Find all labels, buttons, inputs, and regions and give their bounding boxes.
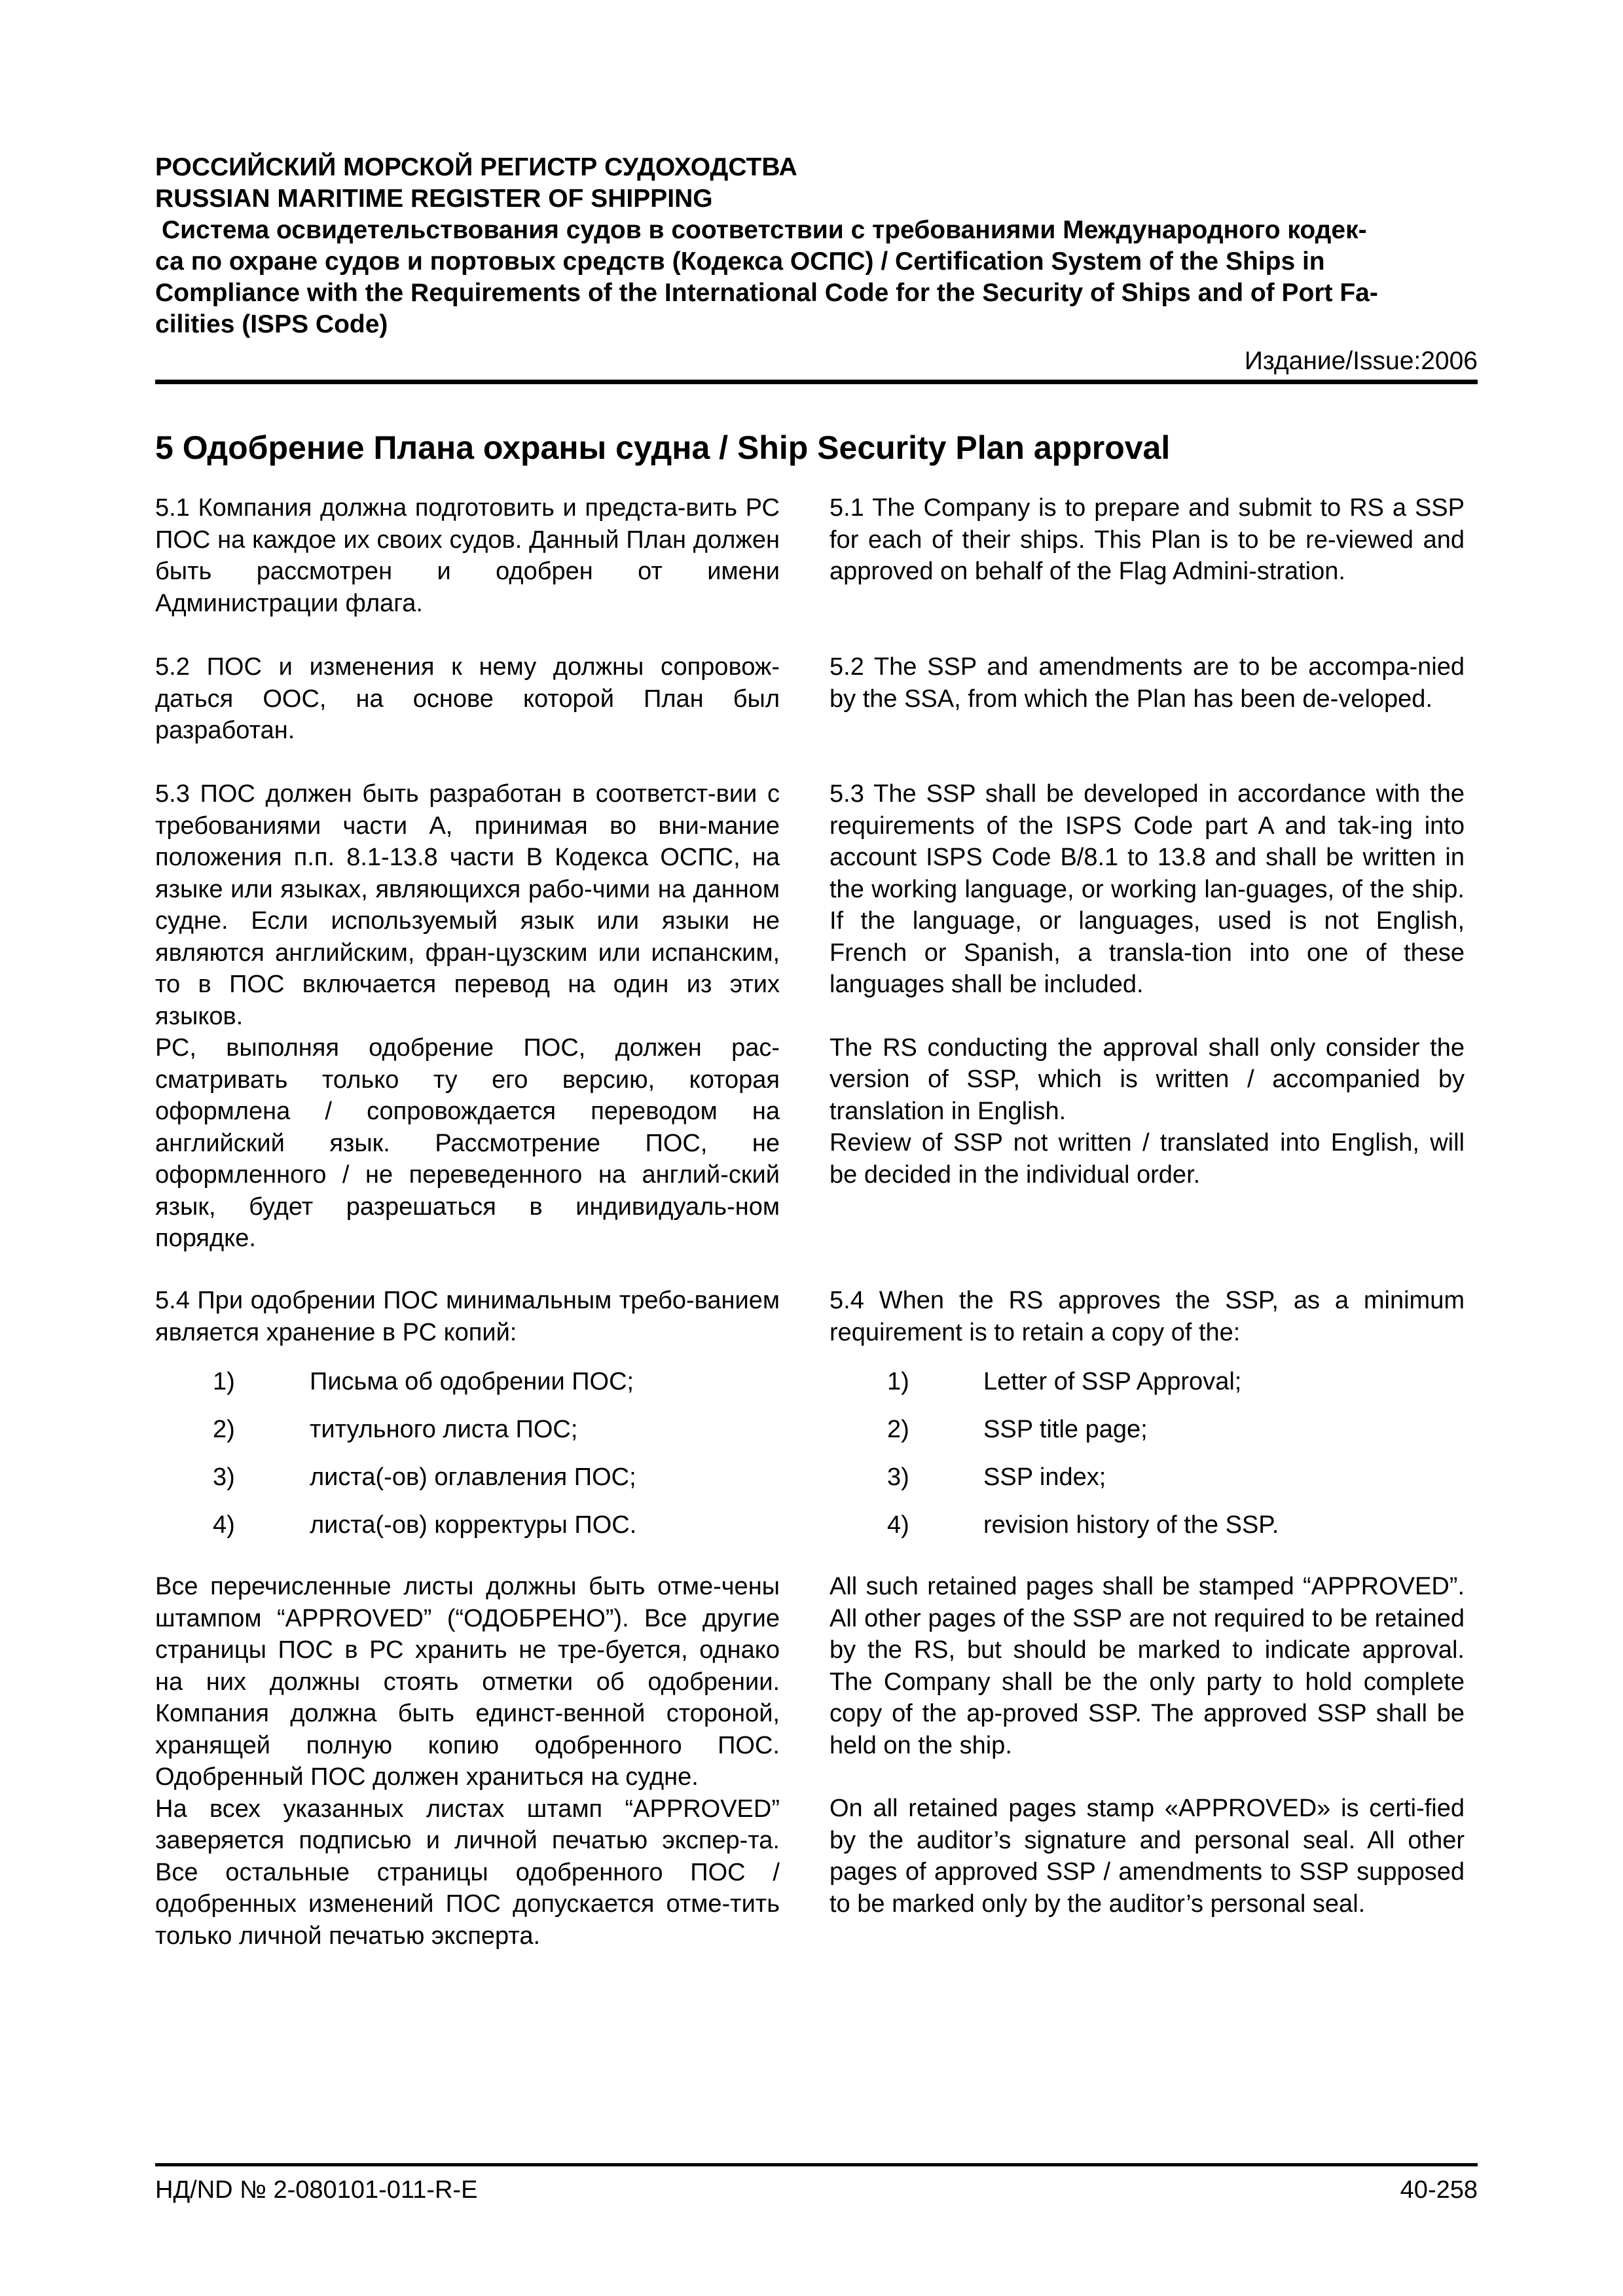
system-title-line-2: са по охране судов и портовых средств (Кодекса ОСПС) / Certification System of the Ships in (155, 247, 1325, 276)
list-item-number: 4) (887, 1511, 909, 1539)
ru-para-stamp-certification: На всех указанных листах штамп “APPROVED” заверяется подписью и личной печатью экспер-та. Все остальные страницы одобренного ПОС / одобренных изменений ПОС допускается отме-тить только личной печатью эксперта. (155, 1795, 780, 1950)
list-item-number: 3) (213, 1463, 235, 1491)
list-item-number: 3) (887, 1463, 909, 1491)
en-para-5-3-review: Review of SSP not written / translated into English, will be decided in the individual order. (830, 1129, 1465, 1189)
section-title: 5 Одобрение Плана охраны судна / Ship Security Plan approval (155, 429, 1171, 466)
ru-para-5-3: 5.3 ПОС должен быть разработан в соответст-вии с требованиями части А, принимая во вни-мание положения п.п. 8.1-13.8 части В Кодекса ОСПС, на языке или языках, являющихся рабо-чими на данном судне. Если используемый язык или языки не являются английским, фран-цузским или испанским, то в ПОС включается перевод на один из этих языков. (155, 780, 780, 1030)
en-para-stamp-certification: On all retained pages stamp «APPROVED» is certi-fied by the auditor’s signature and personal seal. All other pages of approved SSP / amendments to SSP supposed to be marked only by the auditor’s personal seal. (830, 1795, 1465, 1918)
en-para-5-3-block (830, 778, 1465, 1191)
system-title-line-1: Система освидетельствования судов в соответствии с требованиями Международного кодек- (162, 216, 1367, 244)
en-para-5-1: 5.1 The Company is to prepare and submit to RS a SSP for each of their ships. This Plan is to be re-viewed and approved on behalf of the Flag Admini-stration. (830, 494, 1465, 585)
en-para-stamped-pages: All such retained pages shall be stamped “APPROVED”. All other pages of the SSP are not required to be retained by the RS, but should be marked to indicate approval. The Company shall be the only party to hold complete copy of the ap-proved SSP. The approved SSP shall be held on the ship. (830, 1573, 1465, 1759)
list-item-text: revision history of the SSP. (983, 1511, 1279, 1539)
list-item-text: SSP index; (983, 1463, 1106, 1491)
org-name-en: RUSSIAN MARITIME REGISTER OF SHIPPING (155, 185, 713, 213)
ru-para-5-3-block (155, 778, 780, 1255)
list-item-text: SSP title page; (983, 1416, 1148, 1443)
list-item-text: титульного листа ПОС; (310, 1416, 578, 1443)
list-item-number: 2) (887, 1416, 909, 1443)
ru-final-block (155, 1571, 780, 1952)
ru-para-5-1: 5.1 Компания должна подготовить и предста-вить РС ПОС на каждое их своих судов. Данный План должен быть рассмотрен и одобрен от имени Администрации флага. (155, 494, 780, 617)
list-item-text: Письма об одобрении ПОС; (310, 1368, 634, 1395)
ru-para-5-2: 5.2 ПОС и изменения к нему должны сопровож-даться ООС, на основе которой План был разработан. (155, 653, 780, 744)
en-final-block (830, 1571, 1465, 1920)
en-para-5-4: 5.4 When the RS approves the SSP, as a minimum requirement is to retain a copy of the: (830, 1287, 1465, 1346)
page-number: 40-258 (1400, 2176, 1478, 2204)
list-item-number: 2) (213, 1416, 235, 1443)
page-header (155, 152, 1478, 377)
system-title-line-4: cilities (ISPS Code) (155, 310, 388, 338)
ru-retained-copies-list (213, 1366, 780, 1562)
list-item-text: листа(-ов) корректуры ПОС. (310, 1511, 637, 1539)
ru-para-5-4: 5.4 При одобрении ПОС минимальным требо-ванием является хранение в РС копий: (155, 1287, 780, 1346)
document-number: НД/ND № 2-080101-011-R-E (155, 2176, 478, 2204)
issue-label: Издание/Issue:2006 (1244, 347, 1478, 375)
footer-divider (155, 2163, 1478, 2166)
ru-para-stamped-pages: Все перечисленные листы должны быть отме-чены штампом “APPROVED” (“ОДОБРЕНО”). Все другие страницы ПОС в РС хранить не тре-буется, однако на них должны стоять отметки об одобрении. Компания должна быть единст-венной стороной, хранящей полную копию одобренного ПОС. Одобренный ПОС должен храниться на судне. (155, 1573, 780, 1791)
system-title-line-3: Compliance with the Requirements of the International Code for the Security of Ships and of Port Fa- (155, 279, 1378, 307)
list-item-number: 4) (213, 1511, 235, 1539)
en-para-5-2: 5.2 The SSP and amendments are to be accompa-nied by the SSA, from which the Plan has been de-veloped. (830, 653, 1465, 713)
list-item-number: 1) (887, 1368, 909, 1395)
list-item-text: Letter of SSP Approval; (983, 1368, 1242, 1395)
en-para-5-3: 5.3 The SSP shall be developed in accordance with the requirements of the ISPS Code part A and tak-ing into account ISPS Code B/8.1 to 13.8 and shall be written in the working language, or working lan-guages, of the ship. If the language, or languages, used is not English, French or Spanish, a transla-tion into one of these languages shall be included. (830, 780, 1465, 998)
header-divider (155, 380, 1478, 384)
en-retained-copies-list (887, 1366, 1463, 1562)
ru-para-5-3-approval: РС, выполняя одобрение ПОС, должен рас-сматривать только ту его версию, которая оформлена / сопровождается переводом на английский язык. Рассмотрение ПОС, не оформленного / не переведенного на англий-ский язык, будет разрешаться в индивидуаль-ном порядке. (155, 1034, 780, 1252)
list-item-text: листа(-ов) оглавления ПОС; (310, 1463, 636, 1491)
org-name-ru: РОССИЙСКИЙ МОРСКОЙ РЕГИСТР СУДОХОДСТВА (155, 153, 797, 181)
en-para-5-3-approval: The RS conducting the approval shall only consider the version of SSP, which is written / accompanied by translation in English. (830, 1033, 1465, 1125)
list-item-number: 1) (213, 1368, 235, 1395)
